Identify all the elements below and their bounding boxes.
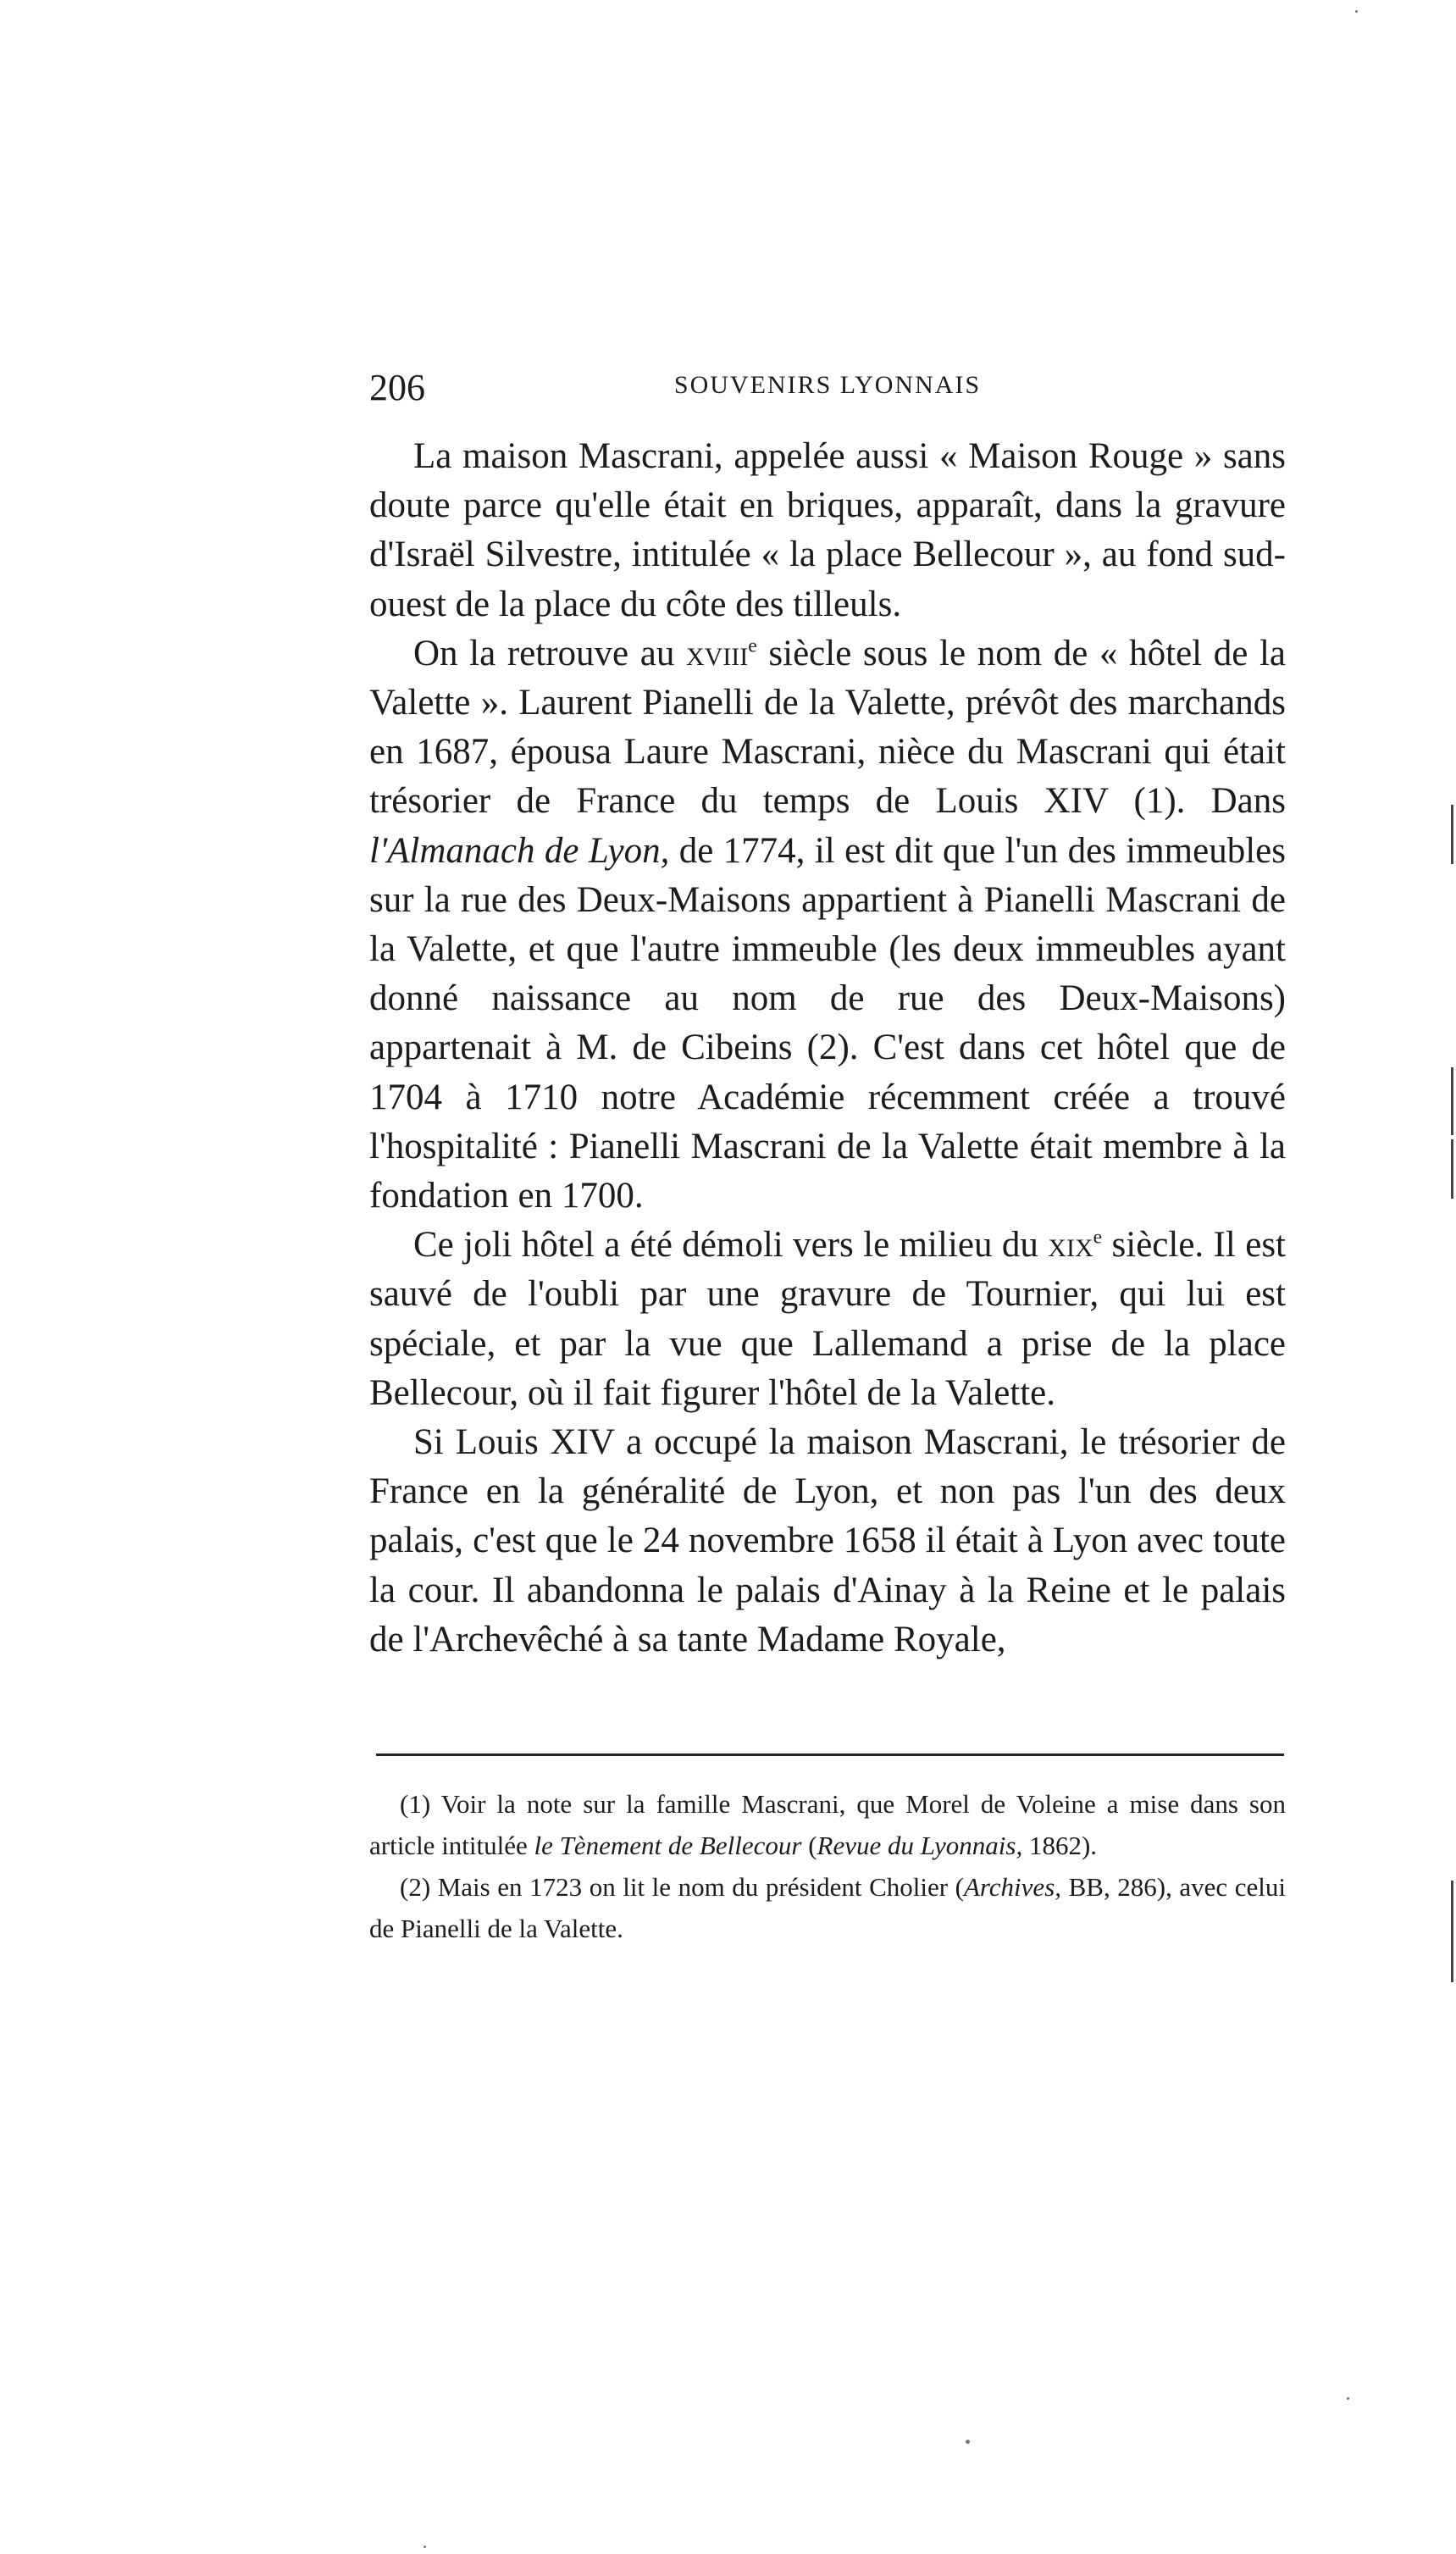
scan-edge-mark	[1451, 1881, 1453, 1982]
footnote-1	[369, 1783, 1286, 1866]
footnote-2-archives: Archives,	[963, 1872, 1062, 1902]
paragraph-2-part-c: de 1774, il est dit que l'un des immeubles sur la rue des Deux-Maisons appartient à Pianelli Mascrani de la Valette, et que l'autre immeuble (les deux immeubles ayant donné naissance au nom de rue des Deux-Maisons) appartenait à M. de Cibeins (2). C'est dans cet hôtel que de 1704 à 1710 notre Académie récemment créée a trouvé l'hospitalité : Pianelli Mascrani de la Valette était membre à la fondation en 1700.	[369, 830, 1286, 1216]
century-numeral: xix	[1048, 1225, 1093, 1266]
paragraph-2-part-a: On la retrouve au	[413, 633, 686, 673]
footnote-2	[369, 1866, 1286, 1949]
footnote-1-text: (1) Voir la note sur la famille Mascrani, que Morel de Voleine a mise dans son article intitulée	[369, 1789, 1286, 1860]
century-numeral: xviii	[685, 633, 749, 673]
footnote-1-paren: (	[801, 1831, 817, 1860]
paragraph-3-part-b: siècle. Il est sauvé de l'oubli par une gravure de Tournier, qui lui est spéciale, et par la vue que Lallemand a prise de la place Bellecour, où il fait figurer l'hôtel de la Valette.	[369, 1225, 1286, 1413]
scan-edge-mark	[1451, 1139, 1453, 1199]
paragraph-2	[369, 629, 1286, 1221]
paragraph-2-part-b: siècle sous le nom de « hôtel de la Valette ». Laurent Pianelli de la Valette, prévôt des marchands en 1687, épousa Laure Mascrani, nièce du Mascrani qui était trésorier de France du temps de Louis XIV (1). Dans	[369, 633, 1286, 822]
century-superscript: e	[1093, 1226, 1103, 1249]
footnote-1-journal: Revue du Lyonnais,	[817, 1831, 1023, 1860]
scan-edge-mark	[1451, 805, 1453, 864]
scan-speck	[1347, 2397, 1349, 2400]
page-header	[369, 366, 1286, 417]
running-title: SOUVENIRS LYONNAIS	[673, 371, 982, 399]
scan-speck	[1355, 10, 1358, 13]
scan-speck	[966, 2440, 970, 2444]
main-text	[369, 432, 1286, 1665]
paragraph-1: La maison Mascrani, appelée aussi « Maison Rouge » sans doute parce qu'elle était en briques, apparaît, dans la gravure d'Israël Silvestre, intitulée « la place Bellecour », au fond sud-ouest de la place du côte des tilleuls.	[369, 436, 1286, 624]
scan-edge-mark	[1451, 1067, 1453, 1135]
page-number: 206	[369, 367, 425, 408]
footnote-1-title: le Tènement de Bellecour	[534, 1831, 802, 1860]
paragraph-3	[369, 1221, 1286, 1418]
footnotes	[369, 1783, 1286, 1949]
almanach-title: l'Almanach de Lyon,	[369, 830, 670, 871]
footnote-2-text: (2) Mais en 1723 on lit le nom du président Cholier (	[400, 1872, 964, 1902]
footnote-divider	[376, 1753, 1284, 1756]
paragraph-3-part-a: Ce joli hôtel a été démoli vers le milieu du	[413, 1225, 1049, 1266]
footnote-1-year: 1862).	[1022, 1831, 1098, 1860]
paragraph-4: Si Louis XIV a occupé la maison Mascrani, le trésorier de France en la généralité de Lyon, et non pas l'un des deux palais, c'est que le 24 novembre 1658 il était à Lyon avec toute la cour. Il abandonna le palais d'Ainay à la Reine et le palais de l'Archevêché à sa tante Madame Royale,	[369, 1422, 1286, 1659]
scan-speck	[424, 2546, 426, 2548]
century-superscript: e	[748, 634, 757, 657]
footnote-2-rest: BB, 286), avec celui de Pianelli de la Valette.	[369, 1872, 1286, 1943]
